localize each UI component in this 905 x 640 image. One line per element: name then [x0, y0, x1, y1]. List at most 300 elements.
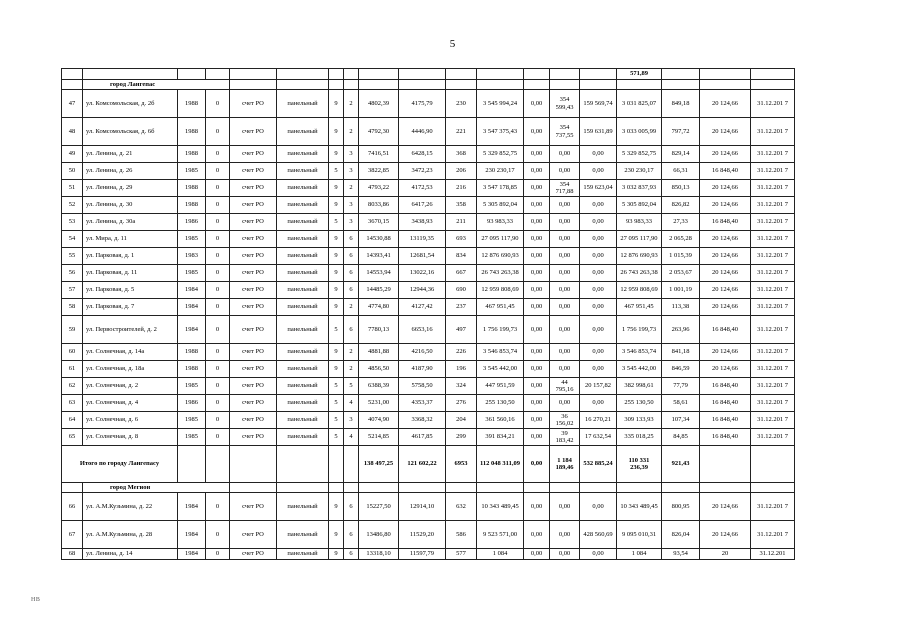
- unit-cost-cell: 263,96: [662, 316, 700, 344]
- fund-share-cell: 0,00: [524, 118, 550, 146]
- table-row: [62, 378, 795, 395]
- year-built-cell: 1985: [178, 378, 206, 395]
- max-unit-cost-cell: 20 124,66: [700, 90, 751, 118]
- owners-share-cell: 9 095 010,31: [617, 521, 662, 549]
- max-unit-cost-cell: 16 848,40: [700, 429, 751, 446]
- year-built-cell: 1984: [178, 282, 206, 299]
- living-area-cell: 4172,53: [399, 180, 446, 197]
- fund-method-cell: счет РО: [230, 395, 277, 412]
- row-number-cell: 48: [62, 118, 83, 146]
- unit-cost-cell: 113,38: [662, 299, 700, 316]
- fund-share-cell: 0,00: [524, 412, 550, 429]
- floors-cell: 9: [329, 118, 344, 146]
- residents-cell: 216: [446, 180, 477, 197]
- row-number-cell: 47: [62, 90, 83, 118]
- budget-share-2-cell: 20 157,82: [580, 378, 617, 395]
- max-unit-cost-cell: 16 848,40: [700, 395, 751, 412]
- unit-cost-cell: 1 001,19: [662, 282, 700, 299]
- table-row: [62, 493, 795, 521]
- deadline-cell: 31.12.201 7: [751, 214, 795, 231]
- wall-material-cell: панельный: [277, 412, 329, 429]
- total-cost-cell: 3 545 442,00: [477, 361, 524, 378]
- summary-budget-2: 532 885,24: [580, 446, 617, 483]
- entrances-cell: 2: [344, 180, 359, 197]
- budget-share-1-cell: 0,00: [550, 146, 580, 163]
- fund-share-cell: 0,00: [524, 248, 550, 265]
- wall-material-cell: панельный: [277, 521, 329, 549]
- fund-share-cell: 0,00: [524, 429, 550, 446]
- total-cost-cell: 27 095 117,90: [477, 231, 524, 248]
- empty-cell: [230, 446, 277, 483]
- unit-cost-cell: 829,14: [662, 146, 700, 163]
- living-area-cell: 4187,90: [399, 361, 446, 378]
- residents-cell: 497: [446, 316, 477, 344]
- living-area-cell: 11529,20: [399, 521, 446, 549]
- deadline-cell: 31.12.201 7: [751, 378, 795, 395]
- budget-share-1-cell: 0,00: [550, 214, 580, 231]
- total-cost-cell: 1 084: [477, 549, 524, 560]
- max-unit-cost-cell: 20 124,66: [700, 231, 751, 248]
- address-cell: ул. Солнечная, д. 18а: [83, 361, 178, 378]
- fund-method-cell: счет РО: [230, 521, 277, 549]
- entrances-cell: 6: [344, 282, 359, 299]
- total-area-cell: 4792,30: [359, 118, 399, 146]
- address-cell: ул. Ленина, д. 29: [83, 180, 178, 197]
- entrances-cell: 2: [344, 361, 359, 378]
- fund-method-cell: счет РО: [230, 146, 277, 163]
- summary-label: Итого по городу Лангепасу: [62, 446, 178, 483]
- empty-cell: [206, 446, 230, 483]
- fund-share-cell: 0,00: [524, 265, 550, 282]
- budget-share-2-cell: 159 623,04: [580, 180, 617, 197]
- fund-method-cell: счет РО: [230, 248, 277, 265]
- total-area-cell: 7416,51: [359, 146, 399, 163]
- residents-cell: 586: [446, 521, 477, 549]
- wall-material-cell: панельный: [277, 282, 329, 299]
- fund-method-cell: счет РО: [230, 412, 277, 429]
- residents-cell: 226: [446, 344, 477, 361]
- fund-method-cell: счет РО: [230, 118, 277, 146]
- owners-share-cell: 12 876 690,93: [617, 248, 662, 265]
- address-cell: ул. Солнечная, д. 14а: [83, 344, 178, 361]
- deadline-cell: 31.12.201 7: [751, 90, 795, 118]
- max-unit-cost-cell: 20 124,66: [700, 146, 751, 163]
- deadline-cell: 31.12.201 7: [751, 299, 795, 316]
- city-name: город Мегион: [83, 483, 230, 493]
- floors-cell: 9: [329, 180, 344, 197]
- row-number-cell: 51: [62, 180, 83, 197]
- residents-cell: 221: [446, 118, 477, 146]
- entrances-cell: 6: [344, 248, 359, 265]
- row-number-cell: 66: [62, 493, 83, 521]
- year-renovated-cell: 0: [206, 521, 230, 549]
- budget-share-2-cell: 0,00: [580, 316, 617, 344]
- budget-share-1-cell: 0,00: [550, 163, 580, 180]
- address-cell: ул. Солнечная, д. 2: [83, 378, 178, 395]
- floors-cell: 9: [329, 361, 344, 378]
- row-number-cell: 56: [62, 265, 83, 282]
- deadline-cell: 31.12.201 7: [751, 163, 795, 180]
- address-cell: ул. Ленина, д. 21: [83, 146, 178, 163]
- residents-cell: 206: [446, 163, 477, 180]
- fund-method-cell: счет РО: [230, 231, 277, 248]
- fund-method-cell: счет РО: [230, 214, 277, 231]
- row-number-cell: 58: [62, 299, 83, 316]
- total-area-cell: 6388,39: [359, 378, 399, 395]
- year-built-cell: 1983: [178, 248, 206, 265]
- year-built-cell: 1985: [178, 429, 206, 446]
- owners-share-cell: 27 095 117,90: [617, 231, 662, 248]
- year-renovated-cell: 0: [206, 282, 230, 299]
- year-renovated-cell: 0: [206, 316, 230, 344]
- total-cost-cell: 26 743 263,38: [477, 265, 524, 282]
- row-number-cell: 55: [62, 248, 83, 265]
- year-built-cell: 1988: [178, 197, 206, 214]
- year-built-cell: 1984: [178, 316, 206, 344]
- owners-share-cell: 3 032 837,93: [617, 180, 662, 197]
- total-area-cell: 14393,41: [359, 248, 399, 265]
- budget-share-1-cell: 0,00: [550, 197, 580, 214]
- unit-cost-cell: 846,59: [662, 361, 700, 378]
- year-built-cell: 1988: [178, 361, 206, 378]
- deadline-cell: 31.12.201 7: [751, 118, 795, 146]
- row-number-cell: 50: [62, 163, 83, 180]
- entrances-cell: 3: [344, 214, 359, 231]
- entrances-cell: 3: [344, 412, 359, 429]
- living-area-cell: 11597,79: [399, 549, 446, 560]
- floors-cell: 5: [329, 214, 344, 231]
- summary-budget-1: 1 184 189,46: [550, 446, 580, 483]
- max-unit-cost-cell: 16 848,40: [700, 412, 751, 429]
- row-number-cell: 65: [62, 429, 83, 446]
- living-area-cell: 4175,79: [399, 90, 446, 118]
- max-unit-cost-cell: 20 124,66: [700, 180, 751, 197]
- summary-unit-cost: 921,43: [662, 446, 700, 483]
- row-number-cell: 57: [62, 282, 83, 299]
- living-area-cell: 3368,32: [399, 412, 446, 429]
- table-row: [62, 118, 795, 146]
- table-row: [62, 395, 795, 412]
- total-cost-cell: 3 546 853,74: [477, 344, 524, 361]
- total-cost-cell: 361 560,16: [477, 412, 524, 429]
- address-cell: ул. Комсомольская, д. 6б: [83, 118, 178, 146]
- total-cost-cell: 447 951,59: [477, 378, 524, 395]
- table-row: [62, 146, 795, 163]
- year-built-cell: 1984: [178, 493, 206, 521]
- total-area-cell: 14485,29: [359, 282, 399, 299]
- wall-material-cell: панельный: [277, 493, 329, 521]
- fund-share-cell: 0,00: [524, 493, 550, 521]
- max-unit-cost-cell: 16 848,40: [700, 214, 751, 231]
- wall-material-cell: панельный: [277, 395, 329, 412]
- total-cost-cell: 10 343 489,45: [477, 493, 524, 521]
- deadline-cell: 31.12.201 7: [751, 180, 795, 197]
- living-area-cell: 13022,16: [399, 265, 446, 282]
- owners-share-cell: 3 031 825,07: [617, 90, 662, 118]
- living-area-cell: 12944,36: [399, 282, 446, 299]
- living-area-cell: 6417,26: [399, 197, 446, 214]
- carryover-value: 571,89: [617, 69, 662, 80]
- budget-share-2-cell: 0,00: [580, 282, 617, 299]
- fund-share-cell: 0,00: [524, 197, 550, 214]
- fund-share-cell: 0,00: [524, 316, 550, 344]
- wall-material-cell: панельный: [277, 265, 329, 282]
- address-cell: ул. Комсомольская, д. 2б: [83, 90, 178, 118]
- unit-cost-cell: 2 065,28: [662, 231, 700, 248]
- wall-material-cell: панельный: [277, 429, 329, 446]
- budget-share-2-cell: 0,00: [580, 493, 617, 521]
- summary-area-living: 121 602,22: [399, 446, 446, 483]
- city-header-row: [62, 80, 795, 90]
- budget-share-1-cell: 0,00: [550, 231, 580, 248]
- summary-residents: 6953: [446, 446, 477, 483]
- owners-share-cell: 26 743 263,38: [617, 265, 662, 282]
- year-built-cell: 1988: [178, 90, 206, 118]
- empty-cell: [751, 446, 795, 483]
- unit-cost-cell: 841,18: [662, 344, 700, 361]
- budget-share-2-cell: 16 270,21: [580, 412, 617, 429]
- owners-share-cell: 5 329 852,75: [617, 146, 662, 163]
- owners-share-cell: 1 084: [617, 549, 662, 560]
- fund-share-cell: 0,00: [524, 521, 550, 549]
- row-number-cell: 64: [62, 412, 83, 429]
- budget-share-2-cell: 0,00: [580, 197, 617, 214]
- fund-method-cell: счет РО: [230, 197, 277, 214]
- total-area-cell: 4881,88: [359, 344, 399, 361]
- max-unit-cost-cell: 20 124,66: [700, 521, 751, 549]
- fund-method-cell: счет РО: [230, 316, 277, 344]
- living-area-cell: 4127,42: [399, 299, 446, 316]
- year-renovated-cell: 0: [206, 180, 230, 197]
- living-area-cell: 3472,23: [399, 163, 446, 180]
- owners-share-cell: 12 959 808,69: [617, 282, 662, 299]
- table-row: [62, 412, 795, 429]
- owners-share-cell: 93 983,33: [617, 214, 662, 231]
- fund-share-cell: 0,00: [524, 395, 550, 412]
- fund-method-cell: счет РО: [230, 493, 277, 521]
- living-area-cell: 4353,37: [399, 395, 446, 412]
- residents-cell: 358: [446, 197, 477, 214]
- year-built-cell: 1986: [178, 395, 206, 412]
- table-row: [62, 90, 795, 118]
- unit-cost-cell: 84,85: [662, 429, 700, 446]
- address-cell: ул. А.М.Кузьмина, д. 28: [83, 521, 178, 549]
- total-area-cell: 7780,13: [359, 316, 399, 344]
- entrances-cell: 2: [344, 299, 359, 316]
- budget-share-2-cell: 0,00: [580, 395, 617, 412]
- max-unit-cost-cell: 20 124,66: [700, 493, 751, 521]
- budget-share-1-cell: 0,00: [550, 395, 580, 412]
- address-cell: ул. Ленина, д. 14: [83, 549, 178, 560]
- budget-share-2-cell: 428 560,69: [580, 521, 617, 549]
- city-header-row: [62, 483, 795, 493]
- total-area-cell: 13318,10: [359, 549, 399, 560]
- deadline-cell: 31.12.201 7: [751, 265, 795, 282]
- owners-share-cell: 5 305 892,04: [617, 197, 662, 214]
- total-cost-cell: 3 547 178,85: [477, 180, 524, 197]
- budget-share-1-cell: 0,00: [550, 521, 580, 549]
- total-cost-cell: 467 951,45: [477, 299, 524, 316]
- year-renovated-cell: 0: [206, 299, 230, 316]
- total-area-cell: 5214,85: [359, 429, 399, 446]
- max-unit-cost-cell: 16 848,40: [700, 316, 751, 344]
- floors-cell: 9: [329, 344, 344, 361]
- floors-cell: 9: [329, 90, 344, 118]
- wall-material-cell: панельный: [277, 146, 329, 163]
- floors-cell: 9: [329, 265, 344, 282]
- year-renovated-cell: 0: [206, 118, 230, 146]
- page-number: 5: [449, 38, 456, 50]
- unit-cost-cell: 2 053,67: [662, 265, 700, 282]
- floors-cell: 5: [329, 429, 344, 446]
- address-cell: ул. Ленина, д. 30а: [83, 214, 178, 231]
- wall-material-cell: панельный: [277, 378, 329, 395]
- total-cost-cell: 12 876 690,93: [477, 248, 524, 265]
- row-number-cell: 67: [62, 521, 83, 549]
- table-row: [62, 231, 795, 248]
- year-built-cell: 1988: [178, 180, 206, 197]
- living-area-cell: 4216,50: [399, 344, 446, 361]
- deadline-cell: 31.12.201 7: [751, 521, 795, 549]
- budget-share-2-cell: 0,00: [580, 248, 617, 265]
- unit-cost-cell: 77,79: [662, 378, 700, 395]
- total-area-cell: 13486,80: [359, 521, 399, 549]
- residents-cell: 324: [446, 378, 477, 395]
- total-cost-cell: 3 547 375,43: [477, 118, 524, 146]
- year-renovated-cell: 0: [206, 378, 230, 395]
- year-built-cell: 1984: [178, 549, 206, 560]
- owners-share-cell: 335 018,25: [617, 429, 662, 446]
- table-row: [62, 197, 795, 214]
- total-area-cell: 4802,39: [359, 90, 399, 118]
- fund-method-cell: счет РО: [230, 282, 277, 299]
- year-renovated-cell: 0: [206, 361, 230, 378]
- fund-share-cell: 0,00: [524, 180, 550, 197]
- address-cell: ул. А.М.Кузьмина, д. 22: [83, 493, 178, 521]
- owners-share-cell: 1 756 199,73: [617, 316, 662, 344]
- deadline-cell: 31.12.201: [751, 549, 795, 560]
- unit-cost-cell: 1 015,39: [662, 248, 700, 265]
- wall-material-cell: панельный: [277, 231, 329, 248]
- floors-cell: 9: [329, 231, 344, 248]
- table-row: [62, 521, 795, 549]
- living-area-cell: 4617,85: [399, 429, 446, 446]
- empty-cell: [178, 446, 206, 483]
- fund-share-cell: 0,00: [524, 163, 550, 180]
- fund-share-cell: 0,00: [524, 214, 550, 231]
- fund-method-cell: счет РО: [230, 163, 277, 180]
- floors-cell: 9: [329, 521, 344, 549]
- budget-share-1-cell: 0,00: [550, 316, 580, 344]
- budget-share-1-cell: 354 717,88: [550, 180, 580, 197]
- entrances-cell: 4: [344, 395, 359, 412]
- deadline-cell: 31.12.201 7: [751, 344, 795, 361]
- address-cell: ул. Ленина, д. 26: [83, 163, 178, 180]
- summary-owners: 110 331 236,39: [617, 446, 662, 483]
- owners-share-cell: 3 545 442,00: [617, 361, 662, 378]
- entrances-cell: 6: [344, 493, 359, 521]
- entrances-cell: 2: [344, 90, 359, 118]
- year-renovated-cell: 0: [206, 344, 230, 361]
- fund-method-cell: счет РО: [230, 429, 277, 446]
- unit-cost-cell: 107,34: [662, 412, 700, 429]
- total-area-cell: 15227,50: [359, 493, 399, 521]
- max-unit-cost-cell: 20 124,66: [700, 118, 751, 146]
- entrances-cell: 5: [344, 378, 359, 395]
- residents-cell: 834: [446, 248, 477, 265]
- living-area-cell: 6428,15: [399, 146, 446, 163]
- year-built-cell: 1985: [178, 265, 206, 282]
- entrances-cell: 3: [344, 163, 359, 180]
- address-cell: ул. Первостроителей, д. 2: [83, 316, 178, 344]
- address-cell: ул. Парковая, д. 1: [83, 248, 178, 265]
- max-unit-cost-cell: 20 124,66: [700, 248, 751, 265]
- residents-cell: 230: [446, 90, 477, 118]
- owners-share-cell: 3 546 853,74: [617, 344, 662, 361]
- max-unit-cost-cell: 20 124,66: [700, 265, 751, 282]
- fund-method-cell: счет РО: [230, 361, 277, 378]
- owners-share-cell: 255 130,50: [617, 395, 662, 412]
- address-cell: ул. Парковая, д. 5: [83, 282, 178, 299]
- year-renovated-cell: 0: [206, 429, 230, 446]
- deadline-cell: 31.12.201 7: [751, 395, 795, 412]
- total-area-cell: 14553,94: [359, 265, 399, 282]
- row-number-cell: 53: [62, 214, 83, 231]
- fund-share-cell: 0,00: [524, 344, 550, 361]
- total-cost-cell: 1 756 199,73: [477, 316, 524, 344]
- row-number-cell: 59: [62, 316, 83, 344]
- address-cell: ул. Солнечная, д. 8: [83, 429, 178, 446]
- row-number-cell: 54: [62, 231, 83, 248]
- max-unit-cost-cell: 20 124,66: [700, 197, 751, 214]
- floors-cell: 9: [329, 197, 344, 214]
- table-row: [62, 163, 795, 180]
- budget-share-1-cell: 36 156,02: [550, 412, 580, 429]
- year-renovated-cell: 0: [206, 90, 230, 118]
- year-renovated-cell: 0: [206, 493, 230, 521]
- deadline-cell: 31.12.201 7: [751, 197, 795, 214]
- total-cost-cell: 93 983,33: [477, 214, 524, 231]
- total-area-cell: 3670,15: [359, 214, 399, 231]
- row-number-cell: 49: [62, 146, 83, 163]
- budget-share-2-cell: 0,00: [580, 146, 617, 163]
- table-row: [62, 248, 795, 265]
- row-number-cell: 61: [62, 361, 83, 378]
- budget-share-2-cell: 0,00: [580, 344, 617, 361]
- deadline-cell: 31.12.201 7: [751, 412, 795, 429]
- budget-share-1-cell: 0,00: [550, 361, 580, 378]
- deadline-cell: 31.12.201 7: [751, 282, 795, 299]
- entrances-cell: 6: [344, 316, 359, 344]
- entrances-cell: 3: [344, 197, 359, 214]
- owners-share-cell: 309 133,93: [617, 412, 662, 429]
- budget-share-2-cell: 17 632,54: [580, 429, 617, 446]
- owners-share-cell: 3 033 005,99: [617, 118, 662, 146]
- fund-method-cell: счет РО: [230, 299, 277, 316]
- living-area-cell: 4446,90: [399, 118, 446, 146]
- budget-share-2-cell: 0,00: [580, 299, 617, 316]
- summary-cost: 112 048 311,09: [477, 446, 524, 483]
- entrances-cell: 6: [344, 521, 359, 549]
- residents-cell: 693: [446, 231, 477, 248]
- entrances-cell: 2: [344, 344, 359, 361]
- budget-share-1-cell: 0,00: [550, 265, 580, 282]
- year-renovated-cell: 0: [206, 163, 230, 180]
- budget-share-1-cell: 0,00: [550, 549, 580, 560]
- total-cost-cell: 5 329 852,75: [477, 146, 524, 163]
- deadline-cell: 31.12.201 7: [751, 231, 795, 248]
- address-cell: ул. Парковая, д. 7: [83, 299, 178, 316]
